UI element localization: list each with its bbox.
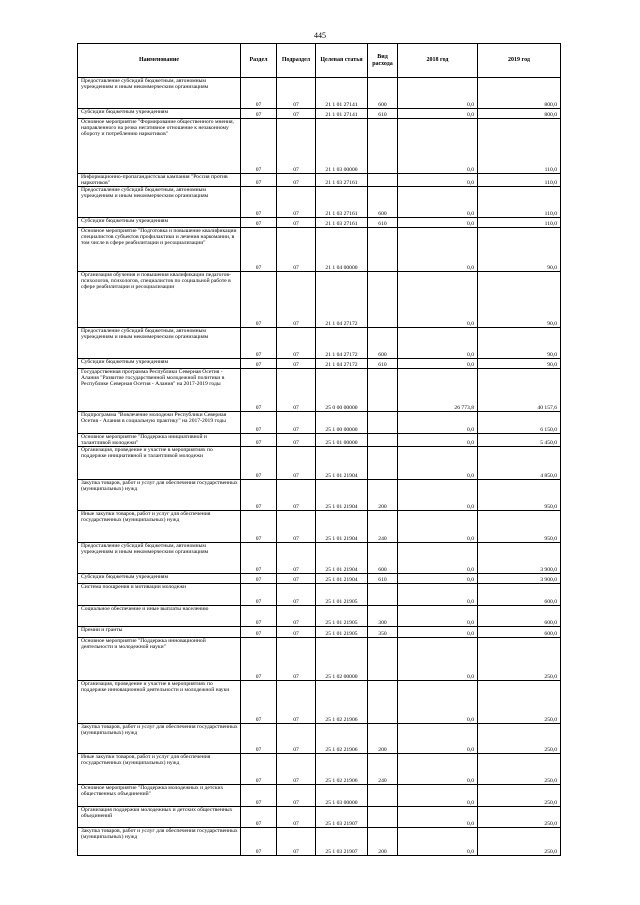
cell-subsection: 07 — [277, 447, 316, 480]
cell-year-2019: 110,0 — [478, 218, 561, 228]
table-row — [78, 543, 561, 574]
cell-year-2018: 0,0 — [398, 785, 478, 807]
cell-target-article: 21 1 03 00000 — [316, 119, 368, 174]
cell-subsection: 07 — [277, 412, 316, 434]
cell-year-2018: 0,0 — [398, 174, 478, 187]
cell-name: Государственная программа Республики Северная Осетия - Алания "Развитие государственной молодежной политики в Республике Северная Осетия - Алания" на 2017-2019 годы — [78, 369, 241, 412]
table-row — [78, 785, 561, 807]
cell-section: 07 — [241, 447, 277, 480]
cell-year-2018: 0,0 — [398, 328, 478, 359]
cell-year-2018: 0,0 — [398, 754, 478, 785]
cell-expense-type — [368, 272, 398, 328]
cell-year-2019: 950,0 — [478, 480, 561, 511]
cell-target-article: 25 1 02 21906 — [316, 724, 368, 754]
cell-expense-type: 610 — [368, 109, 398, 119]
cell-year-2019: 110,0 — [478, 174, 561, 187]
cell-target-article: 25 1 01 00000 — [316, 434, 368, 447]
cell-year-2019: 110,0 — [478, 119, 561, 174]
cell-subsection: 07 — [277, 187, 316, 218]
cell-name: Закупка товаров, работ и услуг для обеспечения государственных (муниципальных) нужд — [78, 480, 241, 511]
cell-year-2018: 0,0 — [398, 606, 478, 627]
header-year-2019: 2019 год — [478, 44, 561, 78]
cell-expense-type — [368, 638, 398, 681]
cell-name: Предоставление субсидий бюджетным, автономным учреждениям и иным некоммерческим организациям — [78, 328, 241, 359]
cell-name: Основное мероприятие "Поддержка инновационной деятельности и молодежной науки" — [78, 638, 241, 681]
cell-target-article: 21 1 04 00000 — [316, 228, 368, 272]
cell-target-article: 21 1 03 27161 — [316, 174, 368, 187]
cell-subsection: 07 — [277, 109, 316, 119]
cell-year-2018: 0,0 — [398, 78, 478, 109]
cell-target-article: 21 1 03 27161 — [316, 218, 368, 228]
table-row — [78, 627, 561, 638]
cell-year-2019: 3 900,0 — [478, 574, 561, 584]
cell-expense-type — [368, 228, 398, 272]
table-row — [78, 584, 561, 606]
table-row — [78, 272, 561, 328]
cell-section: 07 — [241, 480, 277, 511]
cell-section: 07 — [241, 754, 277, 785]
cell-expense-type: 600 — [368, 78, 398, 109]
cell-year-2019: 90,0 — [478, 328, 561, 359]
cell-section: 07 — [241, 724, 277, 754]
cell-subsection: 07 — [277, 480, 316, 511]
table-row — [78, 369, 561, 412]
table-row — [78, 638, 561, 681]
cell-year-2019: 110,0 — [478, 187, 561, 218]
table-row — [78, 218, 561, 228]
cell-target-article: 25 1 00 00000 — [316, 412, 368, 434]
cell-name: Основное мероприятие "Поддержка молодежных и детских общественных объединений" — [78, 785, 241, 807]
table-row — [78, 681, 561, 724]
header-subsection: Подраздел — [277, 44, 316, 78]
cell-year-2019: 600,0 — [478, 606, 561, 627]
cell-section: 07 — [241, 174, 277, 187]
cell-section: 07 — [241, 584, 277, 606]
cell-section: 07 — [241, 412, 277, 434]
cell-year-2019: 40 157,6 — [478, 369, 561, 412]
cell-year-2019: 950,0 — [478, 511, 561, 543]
cell-name: Организация, проведение и участие в мероприятиях по поддержке инициативной и талантливой молодежи — [78, 447, 241, 480]
table-header-row — [78, 44, 561, 78]
table-row — [78, 78, 561, 109]
cell-target-article: 25 1 02 21906 — [316, 754, 368, 785]
cell-expense-type — [368, 174, 398, 187]
budget-table — [77, 43, 561, 856]
cell-year-2018: 0,0 — [398, 584, 478, 606]
cell-expense-type — [368, 412, 398, 434]
cell-expense-type: 240 — [368, 754, 398, 785]
cell-year-2019: 90,0 — [478, 359, 561, 369]
cell-name: Организация поддержки молодежных и детских общественных объединений — [78, 807, 241, 828]
cell-expense-type: 350 — [368, 627, 398, 638]
cell-name: Субсидии бюджетным учреждениям — [78, 359, 241, 369]
cell-target-article: 21 1 01 27141 — [316, 109, 368, 119]
cell-subsection: 07 — [277, 785, 316, 807]
cell-subsection: 07 — [277, 511, 316, 543]
cell-section: 07 — [241, 807, 277, 828]
cell-year-2018: 0,0 — [398, 638, 478, 681]
cell-expense-type: 200 — [368, 724, 398, 754]
cell-year-2018: 0,0 — [398, 511, 478, 543]
cell-year-2018: 0,0 — [398, 627, 478, 638]
cell-expense-type: 610 — [368, 574, 398, 584]
cell-target-article: 25 1 01 21905 — [316, 584, 368, 606]
header-name: Наименование — [78, 44, 241, 78]
cell-target-article: 21 1 04 27172 — [316, 272, 368, 328]
cell-expense-type: 200 — [368, 828, 398, 856]
cell-section: 07 — [241, 828, 277, 856]
cell-year-2018: 0,0 — [398, 359, 478, 369]
cell-section: 07 — [241, 369, 277, 412]
cell-year-2019: 250,0 — [478, 638, 561, 681]
cell-expense-type: 600 — [368, 328, 398, 359]
cell-target-article: 25 1 01 21905 — [316, 606, 368, 627]
cell-target-article: 25 1 02 00000 — [316, 638, 368, 681]
cell-year-2018: 0,0 — [398, 272, 478, 328]
cell-expense-type: 600 — [368, 543, 398, 574]
cell-year-2018: 0,0 — [398, 447, 478, 480]
cell-name: Предоставление субсидий бюджетным, автономным учреждениям и иным некоммерческим организациям — [78, 187, 241, 218]
cell-expense-type — [368, 785, 398, 807]
cell-year-2018: 0,0 — [398, 807, 478, 828]
cell-target-article: 25 1 01 21904 — [316, 480, 368, 511]
cell-subsection: 07 — [277, 828, 316, 856]
cell-expense-type — [368, 681, 398, 724]
cell-subsection: 07 — [277, 574, 316, 584]
table-row — [78, 109, 561, 119]
cell-subsection: 07 — [277, 807, 316, 828]
cell-target-article: 25 1 03 21907 — [316, 807, 368, 828]
cell-year-2018: 0,0 — [398, 119, 478, 174]
cell-target-article: 21 1 04 27172 — [316, 359, 368, 369]
cell-section: 07 — [241, 109, 277, 119]
cell-expense-type: 610 — [368, 359, 398, 369]
table-row — [78, 174, 561, 187]
cell-year-2019: 600,0 — [478, 627, 561, 638]
cell-subsection: 07 — [277, 174, 316, 187]
cell-year-2019: 800,0 — [478, 78, 561, 109]
cell-subsection: 07 — [277, 218, 316, 228]
cell-year-2019: 90,0 — [478, 228, 561, 272]
cell-target-article: 25 0 00 00000 — [316, 369, 368, 412]
cell-target-article: 25 1 01 21904 — [316, 543, 368, 574]
cell-subsection: 07 — [277, 369, 316, 412]
cell-name: Премии и гранты — [78, 627, 241, 638]
cell-year-2018: 0,0 — [398, 218, 478, 228]
cell-target-article: 25 1 01 21904 — [316, 574, 368, 584]
table-row — [78, 328, 561, 359]
cell-name: Субсидии бюджетным учреждениям — [78, 218, 241, 228]
header-expense-type: Вид расхода — [368, 44, 398, 78]
cell-subsection: 07 — [277, 359, 316, 369]
cell-expense-type — [368, 807, 398, 828]
cell-name: Система поощрения и мотивации молодежи — [78, 584, 241, 606]
cell-section: 07 — [241, 543, 277, 574]
cell-subsection: 07 — [277, 606, 316, 627]
cell-subsection: 07 — [277, 328, 316, 359]
table-row — [78, 724, 561, 754]
cell-name: Иные закупки товаров, работ и услуг для обеспечения государственных (муниципальных) нужд — [78, 754, 241, 785]
cell-subsection: 07 — [277, 543, 316, 574]
cell-name: Основное мероприятие "Поддержка инициативной и талантливой молодежи" — [78, 434, 241, 447]
table-row — [78, 447, 561, 480]
page-number: 445 — [314, 31, 326, 40]
table-row — [78, 359, 561, 369]
cell-section: 07 — [241, 434, 277, 447]
cell-expense-type — [368, 119, 398, 174]
cell-target-article: 25 1 01 21904 — [316, 511, 368, 543]
cell-subsection: 07 — [277, 681, 316, 724]
cell-year-2018: 0,0 — [398, 574, 478, 584]
cell-year-2019: 250,0 — [478, 754, 561, 785]
cell-expense-type — [368, 434, 398, 447]
cell-subsection: 07 — [277, 627, 316, 638]
cell-section: 07 — [241, 187, 277, 218]
cell-name: Субсидии бюджетным учреждениям — [78, 574, 241, 584]
cell-expense-type — [368, 369, 398, 412]
cell-section: 07 — [241, 785, 277, 807]
cell-year-2019: 250,0 — [478, 828, 561, 856]
table-row — [78, 828, 561, 856]
cell-section: 07 — [241, 228, 277, 272]
cell-section: 07 — [241, 78, 277, 109]
header-section: Раздел — [241, 44, 277, 78]
cell-year-2019: 250,0 — [478, 785, 561, 807]
cell-year-2019: 250,0 — [478, 681, 561, 724]
cell-subsection: 07 — [277, 434, 316, 447]
cell-year-2019: 250,0 — [478, 724, 561, 754]
cell-name: Социальное обеспечение и иные выплаты населению — [78, 606, 241, 627]
cell-year-2018: 0,0 — [398, 109, 478, 119]
table-row — [78, 480, 561, 511]
table-row — [78, 807, 561, 828]
cell-subsection: 07 — [277, 272, 316, 328]
cell-expense-type — [368, 447, 398, 480]
cell-year-2018: 0,0 — [398, 434, 478, 447]
cell-expense-type: 600 — [368, 187, 398, 218]
cell-year-2018: 26 773,8 — [398, 369, 478, 412]
table-row — [78, 228, 561, 272]
cell-name: Предоставление субсидий бюджетным, автономным учреждениям и иным некоммерческим организациям — [78, 543, 241, 574]
cell-target-article: 25 1 03 21907 — [316, 828, 368, 856]
cell-subsection: 07 — [277, 228, 316, 272]
cell-target-article: 21 1 03 27161 — [316, 187, 368, 218]
cell-subsection: 07 — [277, 119, 316, 174]
cell-section: 07 — [241, 328, 277, 359]
cell-expense-type: 240 — [368, 511, 398, 543]
header-target-article: Целевая статья — [316, 44, 368, 78]
cell-subsection: 07 — [277, 754, 316, 785]
cell-expense-type: 610 — [368, 218, 398, 228]
cell-name: Основное мероприятие "Подготовка и повышение квалификации специалистов субъектов профилактики и лечения наркомании, в том числе в сфере реабилитации и ресоциализации" — [78, 228, 241, 272]
cell-section: 07 — [241, 574, 277, 584]
cell-expense-type: 300 — [368, 606, 398, 627]
cell-year-2018: 0,0 — [398, 228, 478, 272]
cell-name: Организация обучения и повышения квалификации педагогов-психологов, психологов, специалистов по социальной работе в сфере реабилитации и ресоциализации — [78, 272, 241, 328]
cell-year-2018: 0,0 — [398, 828, 478, 856]
table-row — [78, 187, 561, 218]
cell-section: 07 — [241, 119, 277, 174]
cell-target-article: 21 1 01 27141 — [316, 78, 368, 109]
cell-section: 07 — [241, 681, 277, 724]
cell-target-article: 25 1 01 21905 — [316, 627, 368, 638]
table-row — [78, 412, 561, 434]
cell-expense-type: 200 — [368, 480, 398, 511]
cell-year-2019: 6 150,0 — [478, 412, 561, 434]
cell-name: Предоставление субсидий бюджетным, автономным учреждениям и иным некоммерческим организациям — [78, 78, 241, 109]
cell-target-article: 25 1 02 21906 — [316, 681, 368, 724]
cell-year-2018: 0,0 — [398, 543, 478, 574]
cell-section: 07 — [241, 638, 277, 681]
cell-section: 07 — [241, 272, 277, 328]
cell-year-2019: 800,0 — [478, 109, 561, 119]
cell-name: Закупка товаров, работ и услуг для обеспечения государственных (муниципальных) нужд — [78, 724, 241, 754]
table-row — [78, 119, 561, 174]
cell-year-2018: 0,0 — [398, 187, 478, 218]
cell-year-2018: 0,0 — [398, 724, 478, 754]
cell-target-article: 25 1 01 21904 — [316, 447, 368, 480]
cell-target-article: 25 1 03 00000 — [316, 785, 368, 807]
cell-subsection: 07 — [277, 584, 316, 606]
cell-name: Информационно-пропагандистская кампания "Россия против наркотиков" — [78, 174, 241, 187]
cell-year-2019: 3 900,0 — [478, 543, 561, 574]
cell-subsection: 07 — [277, 724, 316, 754]
cell-name: Организация, проведение и участие в мероприятиях по поддержке инновационной деятельности и молодежной науки — [78, 681, 241, 724]
cell-target-article: 21 1 04 27172 — [316, 328, 368, 359]
cell-year-2018: 0,0 — [398, 480, 478, 511]
cell-subsection: 07 — [277, 78, 316, 109]
cell-name: Основное мероприятие "Формирование общественного мнения, направленного на резко негативное отношение к незаконному обороту и потреблению наркотиков" — [78, 119, 241, 174]
cell-section: 07 — [241, 511, 277, 543]
cell-name: Закупка товаров, работ и услуг для обеспечения государственных (муниципальных) нужд — [78, 828, 241, 856]
cell-year-2019: 250,0 — [478, 807, 561, 828]
cell-year-2019: 4 850,0 — [478, 447, 561, 480]
cell-section: 07 — [241, 606, 277, 627]
table-body — [78, 78, 561, 856]
table-row — [78, 574, 561, 584]
cell-name: Иные закупки товаров, работ и услуг для обеспечения государственных (муниципальных) нужд — [78, 511, 241, 543]
cell-section: 07 — [241, 359, 277, 369]
table-row — [78, 434, 561, 447]
cell-year-2018: 0,0 — [398, 681, 478, 724]
cell-name: Подпрограмма "Вовлечение молодежи Республики Северная Осетия - Алания в социальную практику" на 2017-2019 годы — [78, 412, 241, 434]
cell-year-2019: 90,0 — [478, 272, 561, 328]
cell-year-2018: 0,0 — [398, 412, 478, 434]
table-row — [78, 606, 561, 627]
cell-year-2019: 600,0 — [478, 584, 561, 606]
table-row — [78, 754, 561, 785]
cell-subsection: 07 — [277, 638, 316, 681]
header-year-2018: 2018 год — [398, 44, 478, 78]
cell-expense-type — [368, 584, 398, 606]
cell-year-2019: 5 450,0 — [478, 434, 561, 447]
cell-section: 07 — [241, 218, 277, 228]
cell-name: Субсидии бюджетным учреждениям — [78, 109, 241, 119]
table-row — [78, 511, 561, 543]
cell-section: 07 — [241, 627, 277, 638]
